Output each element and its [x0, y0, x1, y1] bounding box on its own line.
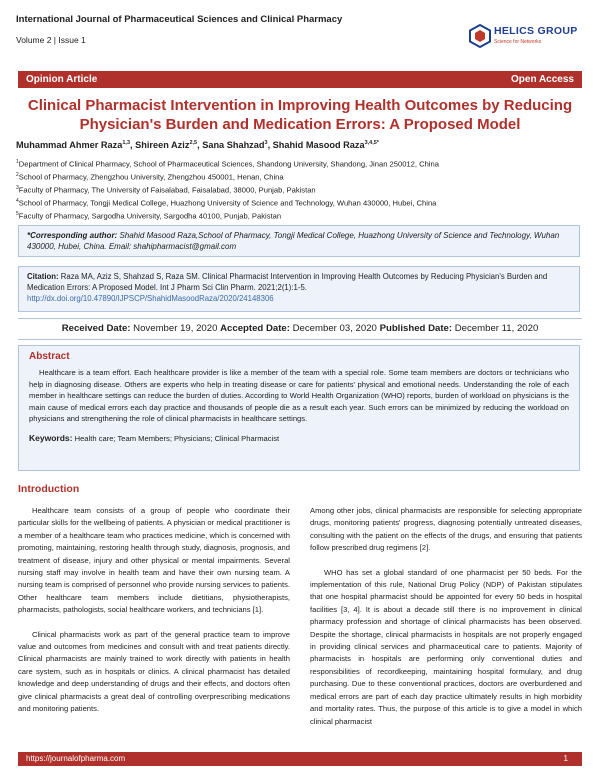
affiliations: [16, 157, 439, 222]
affiliation-item: $^2$School of Pharmacy, Zhengzhou University, Zhengzhou 450001, Henan, China: [16, 171, 284, 182]
publisher-logo: [468, 22, 586, 52]
abstract-body: Healthcare is a team effort. Each healthcare provider is like a member of the team with a special role. Some team members are doctors or technicians who help in diagnosing disease. Others are experts who help in treating disease or care for patients' physical and emotional needs. Understanding the role of each member in healthcare settings can reduce the burden of duties. According to World Health Organization (WHO) reports, burden of workload on physicians is the main cause of medical errors each day practice and thousands of people die as a result each year. Such errors can be minimized by reducing the workload on physicians and strengthening the role of clinical pharmacists in healthcare settings.: [29, 368, 569, 424]
published-date: December 11, 2020: [454, 323, 539, 334]
paragraph: Healthcare team consists of a group of people who coordinate their particular skills for the wellbeing of patients. A physician or medical practitioner is a member of a healthcare team who practices medicine, which is concerned with promoting, maintaining, restoring health through study, diagnosis, prognosis, and treatment of disease, injury and other physical or mental impairments. Several nursing staff may involve in health team and have their own nursing team. A nursing team is comprised of personnel who provide nursing services to patients. Other healthcare team members include dietitians, physiotherapists, pharmacists, pathologists, social healthcare workers, and technicians [1].: [18, 506, 290, 615]
keywords: [29, 433, 569, 443]
affiliation-item: $^3$Faculty of Pharmacy, The University of Faisalabad, Faisalabad, 38000, Punjab, Pakistan: [16, 184, 316, 195]
citation-label: Citation:: [27, 272, 59, 281]
article-title: Clinical Pharmacist Intervention in Improving Health Outcomes by Reducing Physician's Burden and Medication Errors: A Proposed Model: [27, 97, 573, 133]
helix-logo-icon: [468, 24, 492, 48]
corresponding-text: Shahid Masood Raza,School of Pharmacy, Tongji Medical College, Huazhong University of Science and Technology, Wuhan 430000, Hubei, China. Email: shahipharmacist@gmail.com: [27, 231, 560, 251]
corresponding-label: *Corresponding author:: [27, 231, 118, 240]
logo-text: HELICS GROUP: [494, 25, 578, 37]
citation-text: Raza MA, Aziz S, Shahzad S, Raza SM. Clinical Pharmacist Intervention in Improving Health Outcomes by Reducing Physician's Burden and Medication Errors: A Proposed Model. Int J Pharm Sci Clin Pharm. 2021;2(1):1-5.: [27, 272, 548, 292]
logo-subtext: Science for Networks: [494, 39, 542, 45]
author-list: Muhammad Ahmer Raza$^{1,3}$, Shireen Aziz$^{2,5}$, Sana Shahzad$^3$, Shahid Masood Raza$^{3,4,5*}$: [16, 140, 379, 151]
intro-column-right: [310, 505, 582, 740]
paragraph: Clinical pharmacists work as part of the general practice team to improve value and outcomes from medicines and consult with and treat patients directly. Clinical pharmacists are mainly trained to work directly with patients in health care system, such as in hospitals or clinics. A clinical pharmacist has detailed knowledge and deep understanding of drugs and their effects, and doctors often give clinical pharmacists a great deal of controlling overprescribing medications and monitoring patients.: [18, 629, 290, 714]
corresponding-author-box: [18, 225, 580, 257]
journal-name: International Journal of Pharmaceutical Sciences and Clinical Pharmacy: [16, 14, 343, 25]
author-name[interactable]: Sana Shahzad: [202, 140, 265, 151]
journal-url-link[interactable]: https://journalofpharma.com: [26, 754, 126, 763]
abstract-heading: Abstract: [29, 351, 70, 362]
abstract-box: [18, 345, 580, 471]
volume-issue: Volume 2 | Issue 1: [16, 35, 86, 45]
intro-column-left: [18, 505, 290, 728]
author-name[interactable]: Shahid Masood Raza: [272, 140, 365, 151]
article-type: Opinion Article: [26, 74, 98, 85]
page-footer: [18, 752, 582, 766]
affiliation-item: $^5$Faculty of Pharmacy, Sargodha University, Sargodha 40100, Punjab, Pakistan: [16, 210, 282, 221]
accepted-date: December 03, 2020: [292, 323, 377, 334]
affiliation-item: $^4$School of Pharmacy, Tongji Medical College, Huazhong University of Science and Technology, Wuhan 430000, Hubei, China: [16, 197, 437, 208]
author-name[interactable]: Shireen Aziz: [135, 140, 190, 151]
article-type-banner: [18, 71, 582, 88]
page-number: 1: [563, 754, 568, 763]
author-name[interactable]: Muhammad Ahmer Raza: [16, 140, 123, 151]
doi-link[interactable]: http://dx.doi.org/10.47890/IJPSCP/ShahidMasoodRaza/2020/24148306: [27, 294, 274, 303]
section-heading-introduction: Introduction: [18, 483, 80, 495]
paragraph: Among other jobs, clinical pharmacists are responsible for selecting appropriate drugs, monitoring patients' progress, diagnosing potentially untreated diseases, consulting with the patient on the effects of the drugs, and ensuring that patients follow prescribed drug regimens [2].: [310, 506, 582, 553]
keywords-label: Keywords:: [29, 432, 73, 443]
paragraph: WHO has set a global standard of one pharmacist per 50 beds. For the implementation of this rule, National Drug Policy (NDP) of Pakistan stipulates that one hospital pharmacist should be appointed for every 50 beds in hospital facilities [3, 4]. It is about a decade still there is no improvement in clinical pharmacy profession and shortage of clinical pharmacists has been observed. Despite the shortage, clinical pharmacists in hospitals are not properly engaged in providing clinical services and pharmaceutical care to patients. Majority of pharmacists in hospitals are performing only conventional duties and responsibilities of recordkeeping, maintaining hospital formulary, and drug purchasing. Due to these conventional practices, doctors are overburdened and medical errors are part of each day practice ultimately results in high morbidity and mortality rates. Thus, the purpose of this article is to give a model in which clinical pharmacist: [310, 567, 582, 726]
received-date: November 19, 2020: [133, 323, 218, 334]
keywords-text: Health care; Team Members; Physicians; Clinical Pharmacist: [74, 433, 280, 443]
open-access-label: Open Access: [511, 74, 574, 85]
dates-bar: Received Date: November 19, 2020 Accepted Date: December 03, 2020 Published Date: December 11, 2020: [18, 318, 582, 340]
citation-box: [18, 266, 580, 312]
affiliation-item: $^1$Department of Clinical Pharmacy, School of Pharmaceutical Sciences, Shandong University, Shandong, Jinan 250012, China: [16, 159, 439, 169]
